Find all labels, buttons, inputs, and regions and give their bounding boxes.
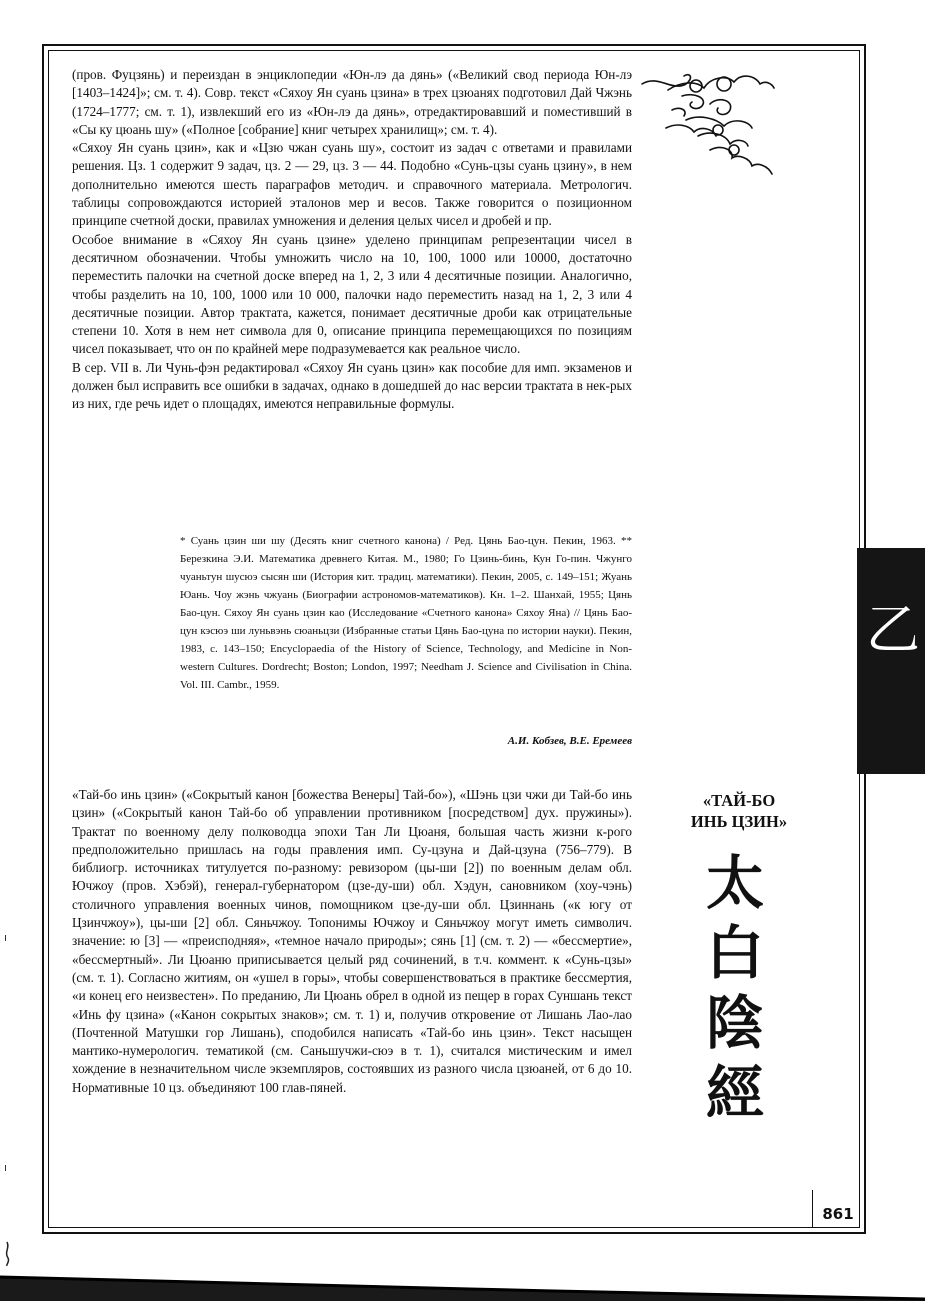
article-authors: А.И. Кобзев, В.Е. Еремеев [507, 735, 632, 747]
page-number: 861 [822, 1205, 854, 1223]
paragraph-1: (пров. Фуцзянь) и переиздан в энциклопедии «Юн-лэ да дянь» («Великий свод периода Юн-лэ [1403–1424]»; см. т. 4). Совр. текст «Сяхоу Ян суань цзина» в трех цзюанях подготовил Дай Чжэнь (1724–1777; см. т. 1), извлекший его из «Юн-лэ да дянь», отредактировавший и поместивший в «Сы ку цюань шу» («Полное [собрание] книг четырех хранилищ»; см. т. 4). [72, 67, 632, 137]
hanzi-char-3: 陰 [705, 989, 764, 1057]
article-continuation-text [72, 66, 632, 414]
hanzi-char-2: 白 [705, 919, 764, 987]
hanzi-char-1: 太 [705, 849, 764, 917]
thumb-index-glyph: 乙 [866, 598, 920, 661]
paragraph-2: «Сяхоу Ян суань цзин», как и «Цзю чжан суань шу», состоит из задач с ответами и правилами решения. Цз. 1 содержит 9 задач, цз. 2 — 29, цз. 3 — 44. Подобно «Сунь-цзы суань цзину», в нем дополнительно имеются шесть параграфов методич. и справочного материала. Метрологич. таблицы сопровождаются историей эталонов мер и весов. Также говорится о позиционном принципе счетной доски, правилах умножения и деления целых чисел и дробей и пр. [72, 140, 632, 229]
hanzi-char-4: 經 [705, 1059, 764, 1127]
paragraph-3: Особое внимание в «Сяхоу Ян суань цзине» уделено принципам репрезентации чисел в десятичном обозначении. Чтобы умножить число на 10, 100, 1000 или 10000, достаточно переместить палочки на счетной доске вперед на 1, 2, 3 или 4 десятичные позиции. Аналогично, чтобы разделить на 10, 100, 1000 или 10 000, палочки надо переместить назад на 1, 2, 3 или 4 десятичные позиции. Автор трактата, кажется, понимает десятичные дроби как отрицательные степени 10. Хотя в нем нет символа для 0, описание принципа перемещающихся по позициям чисел показывает, что он по крайней мере подразумевается как реальное число. [72, 231, 632, 357]
paragraph-4: В сер. VII в. Ли Чунь-фэн редактировал «Сяхоу Ян суань цзин» как пособие для имп. экзаменов и должен был исправить все ошибки в задачах, однако в дошедшей до нас версии трактата в нек-рых из них, где речь идет о площадях, имеются неправильные формулы. [72, 359, 632, 412]
entry-paragraph: «Тай-бо инь цзин» («Сокрытый канон [божества Венеры] Тай-бо»), «Шэнь цзи чжи ди Тай-бо инь цзин» («Сокрытый канон Тай-бо об управлении противником [посредством] дух. пружины»). Трактат по военному делу полководца эпохи Тан Ли Цюаня, большая часть жизни к-рого предположительно пришлась на годы правления имп. Су-цзуна и Дай-цзуна (756–779). В библиогр. источниках титулуется по-разному: ревизором (цы-ши [2]) по военным делам обл. Ючжоу (пров. Хэбэй), генерал-губернатором (цзе-ду-ши) обл. Хэдун, сановником (хоу-чэнь) столичного управления военных чинов, помощником цзе-ду-ши обл. Цзиннань («к югу от Цзинчжоу»), цы-ши [2] обл. Сяньчжоу. Топонимы Ючжоу и Сяньчжоу могут иметь символич. значение: ю [3] — «преисподняя», «темное начало природы»; сянь [1] (см. т. 2) — «бессмертие», «бессмертный». Ли Цюаню приписывается целый ряд сочинений, в т.ч. коммент. к «Сунь-цзы» (см. т. 1). Согласно житиям, он «ушел в горы», чтобы совершенствоваться в практике бессмертия, «и конец его неизвестен». По преданию, Ли Цюань обрел в одной из пещер в горах Суншань текст «Инь фу цзина» («Канон сокрытых знаков»; см. т. 1) и, получив откровение от Лишань Лао-лао (Почтенной Матушки гор Лишань), сподобился написать «Тай-бо инь цзин». Текст насыщен мантико-нумерологич. тематикой (см. Саньшучжи-сюэ в т. 1), считался мистическим и имел хождение в незначительном числе экземпляров, состоявших из разного числа цзюаней, от 6 до 10. Нормативные 10 цз. объединяют 100 глав-пяней. [72, 787, 632, 1095]
page-number-divider [812, 1190, 813, 1228]
entry-hanzi [690, 848, 780, 1128]
entry-body-text [72, 786, 632, 1097]
margin-tick [5, 1165, 6, 1171]
margin-tick [5, 935, 6, 941]
thumb-index-tab [857, 548, 925, 774]
cloud-ornament-icon [638, 70, 778, 182]
entry-heading-line-1: «ТАЙ-БО [702, 791, 776, 810]
entry-heading-line-2: ИНЬ ЦЗИН» [690, 812, 788, 831]
entry-heading [648, 790, 830, 832]
bibliography: * Суань цзин ши шу (Десять книг счетного канона) / Ред. Цянь Бао-цун. Пекин, 1963. ** Березкина Э.И. Математика древнего Китая. М., 1980; Го Цзинь-бинь, Кун Го-пин. Чжунго чуаньтун шусюэ сысян ши (История кит. традиц. математики). Пекин, 2005, с. 149–151; Жуань Юань. Чоу жэнь чжуань (Биографии астрономов-математиков). Кн. 1–2. Шанхай, 1955; Цянь Бао-цун. Сяхоу Ян суань цзин као (Исследование «Счетного канона» Сяхоу Яна) // Цянь Бао-цун кэсюэ ши луньвэнь сюаньцзи (Избранные статьи Цянь Бао-цуна по истории науки). Пекин, 1983, с. 143–150; Encyclopaedia of the History of Science, Technology, and Medicine in Non-western Cultures. Dordrecht; Boston; London, 1997; Needham J. Science and Civilisation in China. Vol. III. Cambr., 1959. [180, 535, 632, 691]
page-edge-shadow [0, 1255, 925, 1301]
